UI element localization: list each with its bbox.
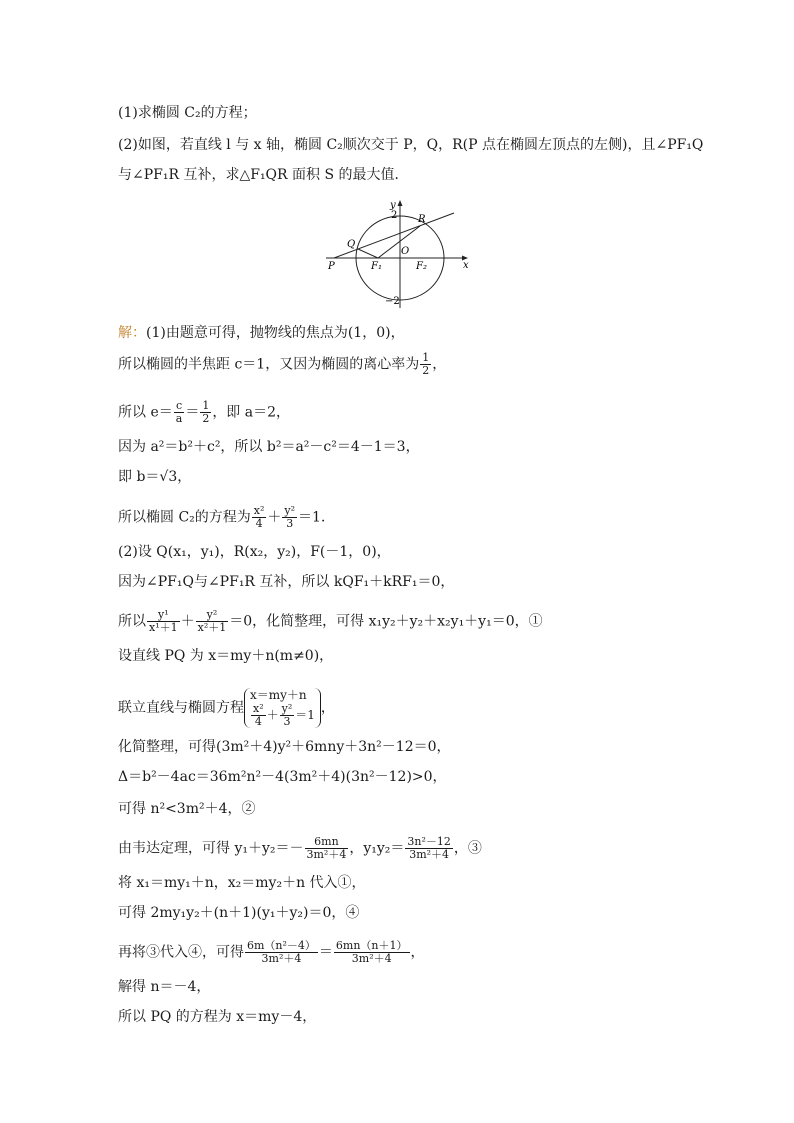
y-axis-arrow [398, 200, 403, 206]
label-y: y [390, 200, 396, 211]
segment-f1-r [378, 226, 420, 258]
solution-line-15: 由韦达定理，可得 y₁＋y₂＝－ $\frac{6mn}{\text{3m²＋4}}$ ，y₁y₂＝ $\frac{\text{3n²－12}}{\text{3m²＋4}}$ ，③ [118, 835, 482, 861]
solution-line-6: 所以椭圆 C₂的方程为 $\frac{\text{x²}}{4}$ ＋ $\frac{\text{y²}}{3}$ ＝1． [118, 504, 335, 530]
solution-line-8: 因为∠PF₁Q与∠PF₁R 互补，所以 kQF₁＋kRF₁＝0， [118, 574, 455, 590]
label-two-bottom: −2 [385, 296, 400, 307]
solution-line-9: 所以 $\frac{\text{y¹}}{\text{x¹＋1}}$ ＋ $\frac{\text{y²}}{\text{x²＋1}}$ ＝0，化简整理，可得 x₁y₂＋y₂＋x₂y₁＋y₁＝0，① [118, 608, 543, 634]
solution-line-20: 所以 PQ 的方程为 x＝my－4， [118, 1009, 317, 1025]
label-o: O [401, 246, 410, 257]
problem-part1: (1)求椭圆 C₂的方程； [118, 105, 257, 121]
solution-line-19: 解得 n＝－4， [118, 979, 211, 995]
solution-line-1: 解：(1)由题意可得，抛物线的焦点为(1，0)， [118, 325, 405, 341]
solution-line-10: 设直线 PQ 为 x＝my＋n(m≠0)， [118, 648, 334, 664]
solution-line-4: 因为 a²＝b²＋c²，所以 b²＝a²－c²＝4－1＝3， [118, 439, 420, 455]
label-f2: F₂ [416, 261, 427, 272]
solution-line-14: 可得 n²<3m²＋4，② [118, 801, 256, 817]
label-r: R [418, 214, 426, 225]
solution-line-12: 化简整理，可得(3m²＋4)y²＋6mny＋3n²－12＝0， [118, 739, 451, 755]
problem-part2-line1: (2)如图，若直线 l 与 x 轴，椭圆 C₂顺次交于 P，Q，R(P 点在椭圆左顶点的左侧)，且∠PF₁Q [118, 137, 704, 153]
solution-label: 解： [118, 325, 146, 341]
label-p: P [328, 261, 335, 272]
solution-line-17: 可得 2my₁y₂＋(n＋1)(y₁＋y₂)＝0，④ [118, 905, 360, 921]
fraction-eccentricity: $\frac{1}{2}$ [422, 351, 430, 377]
label-q: Q [347, 239, 356, 250]
solution-line-11: 联立直线与椭圆方程 x＝my＋n $\frac{\text{x²}}{4}$ ＋ $\frac{\text{y²}}{3}$ ＝1 ， [118, 688, 335, 728]
solution-line-3: 所以 e＝ $\frac{c}{a}$ ＝ $\frac{1}{2}$ ，即 a＝2， [118, 399, 291, 425]
ellipse-figure [318, 196, 478, 316]
solution-line-16: 将 x₁＝my₁＋n，x₂＝my₂＋n 代入①， [118, 875, 366, 891]
solution-line-2: 所以椭圆的半焦距 c＝1，又因为椭圆的离心率为 $\frac{1}{2}$ ， [118, 351, 447, 377]
segment-f1-q [358, 249, 378, 258]
solution-line-18: 再将③代入④，可得 $\frac{\text{6m（n²－4）}}{\text{3m²＋4}}$ ＝ $\frac{6mn(n+1)}{\text{3m²＋4}}$ ， [118, 939, 425, 965]
solution-line-7: (2)设 Q(x₁，y₁)，R(x₂，y₂)，F(－1，0)， [118, 544, 391, 560]
label-x: x [463, 260, 469, 271]
solution-line-13: Δ＝b²－4ac＝36m²n²－4(3m²＋4)(3n²－12)>0， [118, 769, 447, 785]
solution-line-5: 即 b＝√3， [118, 469, 192, 485]
problem-part2-line2: 与∠PF₁R 互补，求△F₁QR 面积 S 的最大值． [118, 167, 409, 183]
equation-system: x＝my＋n $\frac{\text{x²}}{4}$ ＋ $\frac{\text{y²}}{3}$ ＝1 [244, 688, 321, 728]
label-two-top: 2 [391, 210, 398, 221]
label-f1: F₁ [371, 261, 382, 272]
